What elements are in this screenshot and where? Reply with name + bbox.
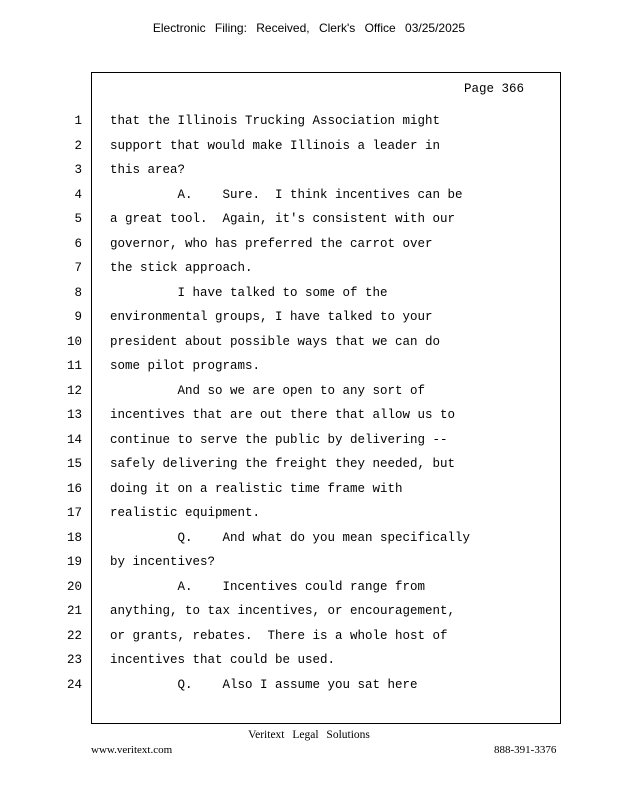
line-number: 7: [74, 261, 82, 275]
line-number: 14: [66, 432, 82, 447]
line-number: 5: [74, 212, 82, 226]
transcript-line: this area?: [110, 163, 186, 177]
transcript-line: support that would make Illinois a leader in: [110, 138, 441, 153]
line-number: 2: [74, 138, 82, 153]
line-number: 24: [66, 677, 82, 692]
line-number: 8: [74, 285, 82, 300]
transcript-body: [110, 112, 550, 700]
line-number: 6: [74, 236, 82, 251]
line-number: 19: [66, 555, 82, 569]
line-number: 15: [66, 457, 82, 471]
line-number: 21: [66, 604, 82, 618]
transcript-line: And so we are open to any sort of: [110, 383, 426, 398]
transcript-line: incentives that could be used.: [110, 653, 336, 667]
transcript-line: realistic equipment.: [110, 506, 261, 520]
line-number: 20: [66, 579, 82, 594]
transcript-line: president about possible ways that we can do: [110, 334, 441, 349]
line-number: 12: [66, 383, 82, 398]
line-number: 23: [66, 653, 82, 667]
transcript-line: continue to serve the public by delivering --: [110, 432, 448, 447]
line-number: 10: [66, 334, 82, 349]
transcript-line: incentives that are out there that allow us to: [110, 408, 456, 422]
line-number: 4: [74, 187, 82, 202]
transcript-line: some pilot programs.: [110, 359, 261, 373]
transcript-line: anything, to tax incentives, or encouragement,: [110, 604, 456, 618]
transcript-line: by incentives?: [110, 555, 216, 569]
transcript-line: governor, who has preferred the carrot over: [110, 236, 433, 251]
line-number: 22: [66, 628, 82, 643]
footer-company: Veritext Legal Solutions: [248, 729, 370, 741]
line-number: 9: [74, 310, 82, 324]
transcript-line: or grants, rebates. There is a whole host of: [110, 628, 448, 643]
line-number: 18: [66, 530, 82, 545]
line-number: 1: [74, 114, 82, 128]
transcript-line: that the Illinois Trucking Association might: [110, 114, 441, 128]
transcript-line: a great tool. Again, it's consistent with our: [110, 212, 456, 226]
footer-website: www.veritext.com: [91, 744, 173, 756]
transcript-line: doing it on a realistic time frame with: [110, 481, 403, 496]
line-number: 16: [66, 481, 82, 496]
footer-phone: 888-391-3376: [494, 744, 557, 756]
transcript-line: I have talked to some of the: [110, 285, 388, 300]
transcript-line: A. Sure. I think incentives can be: [110, 187, 463, 202]
line-number: 13: [66, 408, 82, 422]
page-number: Page 366: [464, 82, 525, 96]
line-number: 3: [74, 163, 82, 177]
line-number-column: [62, 112, 82, 700]
filing-stamp-header: Electronic Filing: Received, Clerk's Office 03/25/2025: [152, 21, 466, 35]
line-number: 11: [66, 359, 82, 373]
transcript-line: Q. Also I assume you sat here: [110, 677, 418, 692]
transcript-line: environmental groups, I have talked to your: [110, 310, 433, 324]
transcript-line: the stick approach.: [110, 261, 253, 275]
transcript-line: safely delivering the freight they needed, but: [110, 457, 456, 471]
line-number: 17: [66, 506, 82, 520]
transcript-line: A. Incentives could range from: [110, 579, 426, 594]
transcript-line: Q. And what do you mean specifically: [110, 530, 471, 545]
